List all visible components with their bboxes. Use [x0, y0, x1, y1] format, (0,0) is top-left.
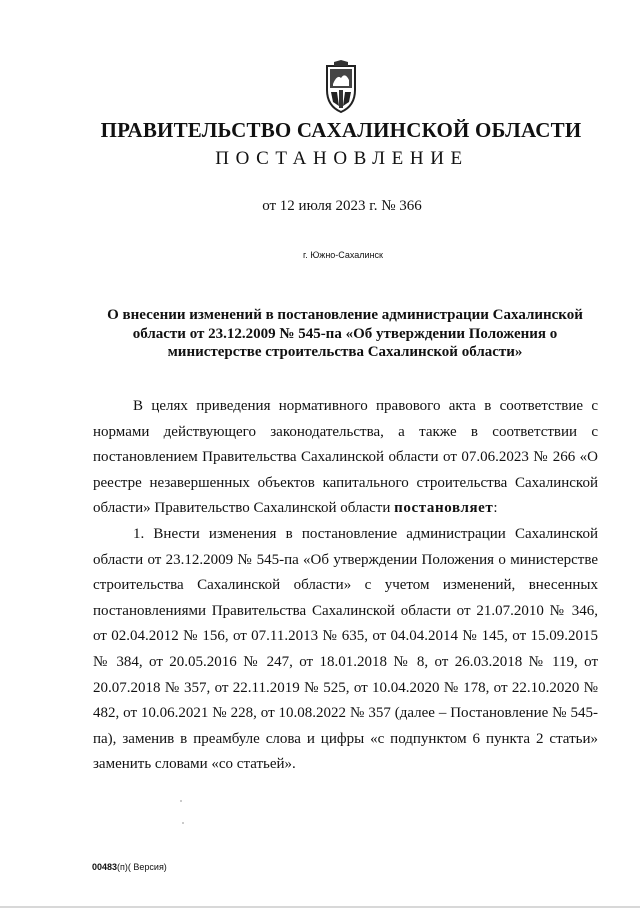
footer-code-number: 00483 [92, 862, 118, 872]
document-date-number: от 12 июля 2023 г. № 366 [262, 198, 422, 214]
clause-1-paragraph: 1. Внести изменения в постановление администрации Сахалинской области от 23.12.2009 № 545-па «Об утверждении Положения о министерстве строительства Сахалинской области» с учетом изменений, внесенных постановлениями Правительства Сахалинской области от 21.07.2010 № 346, от 02.04.2012 № 156, от 07.11.2013 № 635, от 04.04.2014 № 145, от 15.09.2015 № 384, от 20.05.2016 № 247, от 18.01.2018 № 8, от 26.03.2018 № 119, от 20.07.2018 № 357, от 22.11.2019 № 525, от 10.04.2020 № 178, от 22.10.2020 № 482, от 10.06.2021 № 228, от 10.08.2022 № 357 (далее – Постановление № 545-па), заменив в преамбуле слова и цифры «с подпунктом 6 пункта 2 статьи» заменить словами «со статьей». [93, 525, 598, 773]
footer-document-code [92, 862, 167, 872]
government-title: ПРАВИТЕЛЬСТВО САХАЛИНСКОЙ ОБЛАСТИ [100, 118, 582, 142]
document-type: ПОСТАНОВЛЕНИЕ [215, 148, 469, 169]
preamble-colon: : [493, 500, 498, 517]
bottom-edge-rule [0, 906, 640, 908]
document-subject: О внесении изменений в постановление администрации Сахалинской области от 23.12.2009 № 545-па «Об утверждении Положения о министерстве строительства Сахалинской области» [107, 307, 583, 360]
coat-of-arms-emblem [317, 60, 365, 116]
preamble-paragraph [93, 394, 598, 522]
document-body [93, 394, 598, 778]
document-city: г. Южно-Сахалинск [303, 250, 383, 260]
scan-speck [182, 822, 184, 824]
footer-code-suffix: (п)( Версия) [117, 862, 167, 872]
preamble-text: В целях приведения нормативного правового акта в соответствие с нормами действующего законодательства, а также в соответствии с постановлением Правительства Сахалинской области от 07.06.2023 № 266 «О реестре незавершенных объектов капитального строительства Сахалинской области» Правительство Сахалинской области [93, 398, 598, 517]
scan-speck [180, 800, 182, 802]
decree-word: постановляет [394, 500, 494, 517]
